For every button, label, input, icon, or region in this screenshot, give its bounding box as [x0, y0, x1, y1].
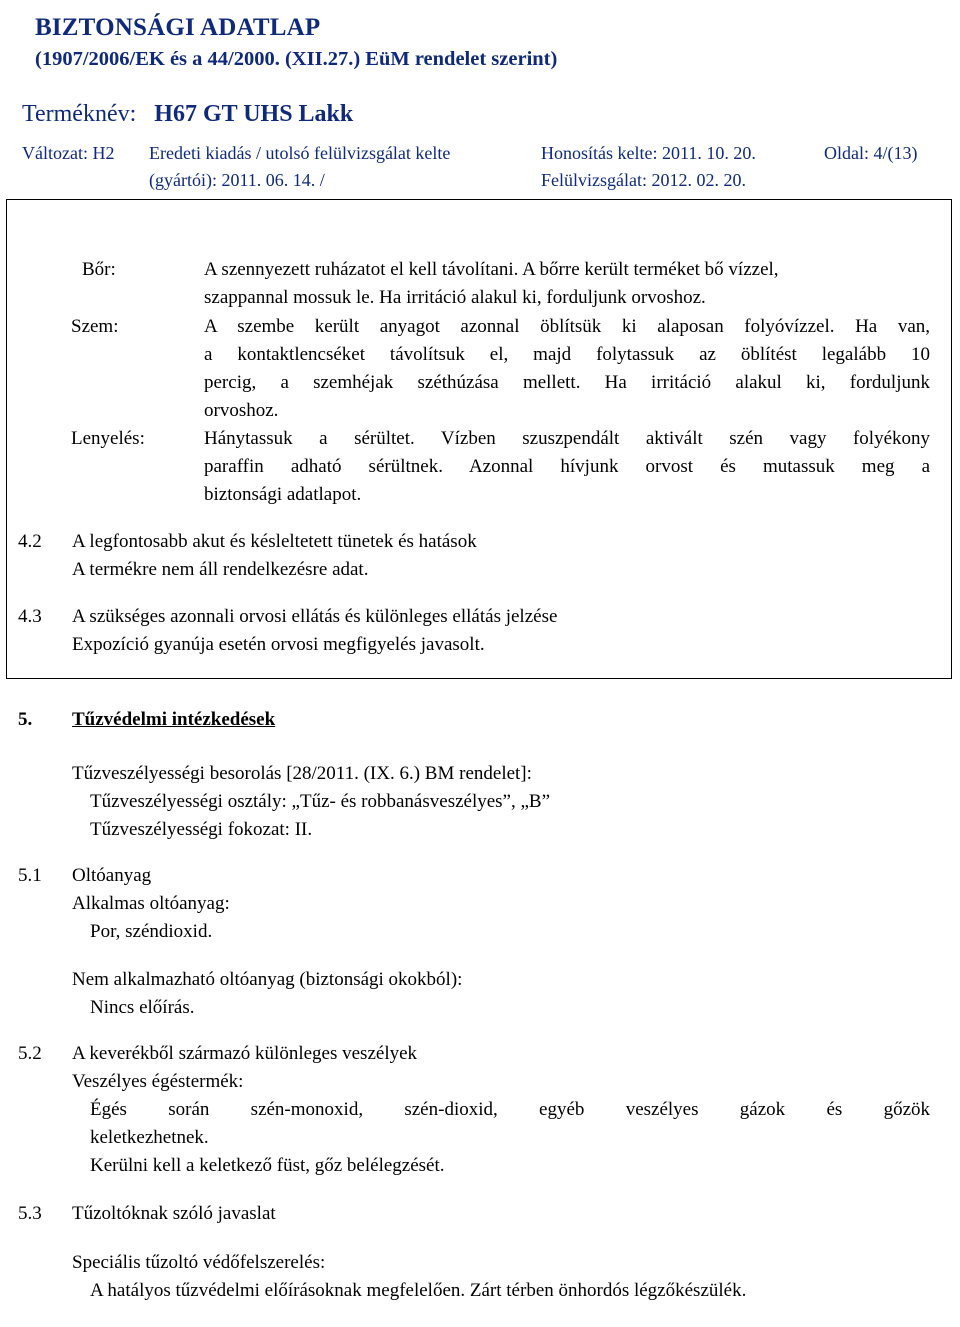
product-label: Terméknév:: [22, 101, 137, 127]
ingestion-text-line: paraffin adható sérültnek. Azonnal hívjunk orvost és mutassuk meg a: [204, 456, 930, 477]
eye-text-line: A szembe került anyagot azonnal öblítsük ki alaposan folyóvízzel. Ha van,: [204, 316, 930, 337]
section-number: 5.2: [18, 1043, 42, 1064]
unsuitable-media-value: Nincs előírás.: [90, 997, 195, 1018]
product-name-row: [22, 101, 353, 128]
adaptation-date: Honosítás kelte: 2011. 10. 20.: [541, 143, 756, 163]
section-4-3-text: Expozíció gyanúja esetén orvosi megfigyelés javasolt.: [72, 634, 485, 655]
original-issue-line1: Eredeti kiadás / utolsó felülvizsgálat kelte: [149, 143, 451, 163]
eye-text-line: a kontaktlencséket távolítsuk el, majd folytassuk az öblítést legalább 10: [204, 344, 930, 365]
eye-text-line: orvoshoz.: [204, 400, 279, 421]
original-issue-line2: (gyártói): 2011. 06. 14. /: [149, 170, 325, 190]
review-date: Felülvizsgálat: 2012. 02. 20.: [541, 170, 746, 190]
protective-equipment-label: Speciális tűzoltó védőfelszerelés:: [72, 1252, 326, 1273]
section-5-title: Tűzvédelmi intézkedések: [72, 709, 276, 730]
fire-classification: Tűzveszélyességi besorolás [28/2011. (IX. 6.) BM rendelet]:: [72, 763, 532, 784]
ingestion-label: Lenyelés:: [71, 428, 145, 449]
avoid-inhalation: Kerülni kell a keletkező füst, gőz belélegzését.: [90, 1155, 445, 1176]
skin-label: Bőr:: [82, 259, 116, 280]
product-name: H67 GT UHS Lakk: [154, 101, 354, 127]
combustion-products-label: Veszélyes égéstermék:: [72, 1071, 244, 1092]
eye-label: Szem:: [71, 316, 119, 337]
skin-text-line: A szennyezett ruházatot el kell távolítani. A bőrre került terméket bő vízzel,: [204, 259, 779, 280]
suitable-media-label: Alkalmas oltóanyag:: [72, 893, 230, 914]
section-5-1-title: Oltóanyag: [72, 865, 152, 886]
document-subtitle: (1907/2006/EK és a 44/2000. (XII.27.) EüM rendelet szerint): [35, 48, 558, 70]
section-number: 4.2: [18, 531, 42, 552]
document-title: BIZTONSÁGI ADATLAP: [35, 14, 321, 41]
section-4-2-text: A termékre nem áll rendelkezésre adat.: [72, 559, 369, 580]
combustion-products-line: Égés során szén-monoxid, szén-dioxid, egyéb veszélyes gázok és gőzök: [90, 1099, 930, 1120]
section-number: 5.3: [18, 1203, 42, 1224]
ingestion-text-line: biztonsági adatlapot.: [204, 484, 362, 505]
section-4-3-title: A szükséges azonnali orvosi ellátás és különleges ellátás jelzése: [72, 606, 558, 627]
combustion-products-line: keletkezhetnek.: [90, 1127, 209, 1148]
unsuitable-media-label: Nem alkalmazható oltóanyag (biztonsági okokból):: [72, 969, 463, 990]
suitable-media-value: Por, széndioxid.: [90, 921, 213, 942]
ingestion-text-line: Hánytassuk a sérültet. Vízben szuszpendált aktivált szén vagy folyékony: [204, 428, 930, 449]
section-number: 5.1: [18, 865, 42, 886]
protective-equipment-text: A hatályos tűzvédelmi előírásoknak megfelelően. Zárt térben önhordós légzőkészülék.: [90, 1280, 747, 1301]
section-5-2-title: A keverékből származó különleges veszélyek: [72, 1043, 418, 1064]
version: Változat: H2: [22, 143, 115, 163]
fire-class: Tűzveszélyességi osztály: „Tűz- és robbanásveszélyes”, „B”: [90, 791, 551, 812]
section-number: 5.: [18, 709, 33, 730]
section-number: 4.3: [18, 606, 42, 627]
eye-text-line: percig, a szemhéjak széthúzása mellett. Ha irritáció alakul ki, forduljunk: [204, 372, 930, 393]
fire-degree: Tűzveszélyességi fokozat: II.: [90, 819, 313, 840]
section-4-2-title: A legfontosabb akut és késleltetett tünetek és hatások: [72, 531, 477, 552]
page-number: Oldal: 4/(13): [824, 143, 918, 163]
section-5-3-title: Tűzoltóknak szóló javaslat: [72, 1203, 276, 1224]
skin-text-line: szappannal mossuk le. Ha irritáció alakul ki, forduljunk orvoshoz.: [204, 287, 706, 308]
